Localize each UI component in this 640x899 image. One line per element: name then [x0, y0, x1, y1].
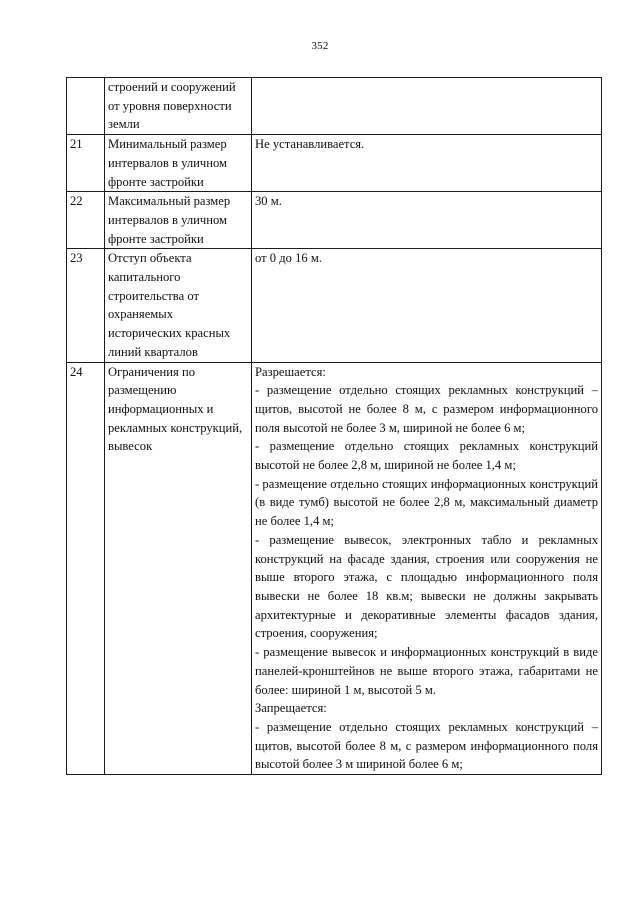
parameter-name: Ограничения по размещению информационных и рекламных конструкций, вывесок	[105, 362, 252, 774]
page-number: 352	[311, 40, 329, 52]
value-paragraph: - размещение отдельно стоящих рекламных конструкций – щитов, высотой более 8 м, с размером информационного поля высотой более 3 м шириной более 6 м;	[255, 719, 598, 772]
value-paragraph: - размещение отдельно стоящих рекламных конструкций – щитов, высотой не более 8 м, с размером информационного поля высотой не более 3 м, шириной не более 6 м;	[255, 383, 598, 435]
value-paragraph: - размещение вывесок и информационных конструкций в виде панелей-кронштейнов не выше второго этажа, габаритами не более: шириной 1 м, высотой 5 м.	[255, 645, 598, 697]
table-row	[67, 192, 602, 249]
table-row	[67, 362, 602, 774]
row-number: 24	[67, 362, 105, 774]
parameter-value: 30 м.	[252, 192, 602, 249]
table-row	[67, 78, 602, 135]
value-paragraph: - размещение отдельно стоящих рекламных конструкций высотой не более 2,8 м, шириной не более 1,4 м;	[255, 439, 598, 473]
parameter-value: от 0 до 16 м.	[252, 249, 602, 362]
parameter-name: строений и сооружений от уровня поверхности земли	[105, 78, 252, 135]
row-number: 21	[67, 135, 105, 192]
parameter-value: Не устанавливается.	[252, 135, 602, 192]
table-row	[67, 135, 602, 192]
row-number: 23	[67, 249, 105, 362]
value-paragraph: - размещение отдельно стоящих информационных конструкций (в виде тумб) высотой не более 2,8 м, максимальный диаметр не более 1,4 м;	[255, 476, 598, 529]
parameter-value	[252, 362, 602, 774]
value-paragraph: Разрешается:	[255, 364, 326, 379]
parameter-name: Отступ объекта капитального строительства от охраняемых исторических красных линий кварталов	[105, 249, 252, 362]
table-row	[67, 249, 602, 362]
value-paragraph: Запрещается:	[255, 701, 327, 716]
parameter-name: Минимальный размер интервалов в уличном фронте застройки	[105, 135, 252, 192]
value-paragraph: - размещение вывесок, электронных табло и рекламных конструкций на фасаде здания, строения или сооружения не выше второго этажа, с площадью информационного поля вывески не более 18 кв.м; вывески не должны закрывать архитектурные и декоративные элементы фасадов здания, строения, сооружения;	[255, 532, 598, 641]
row-number	[67, 78, 105, 135]
regulations-table	[66, 77, 602, 775]
row-number: 22	[67, 192, 105, 249]
parameter-name: Максимальный размер интервалов в уличном фронте застройки	[105, 192, 252, 249]
parameter-value	[252, 78, 602, 135]
